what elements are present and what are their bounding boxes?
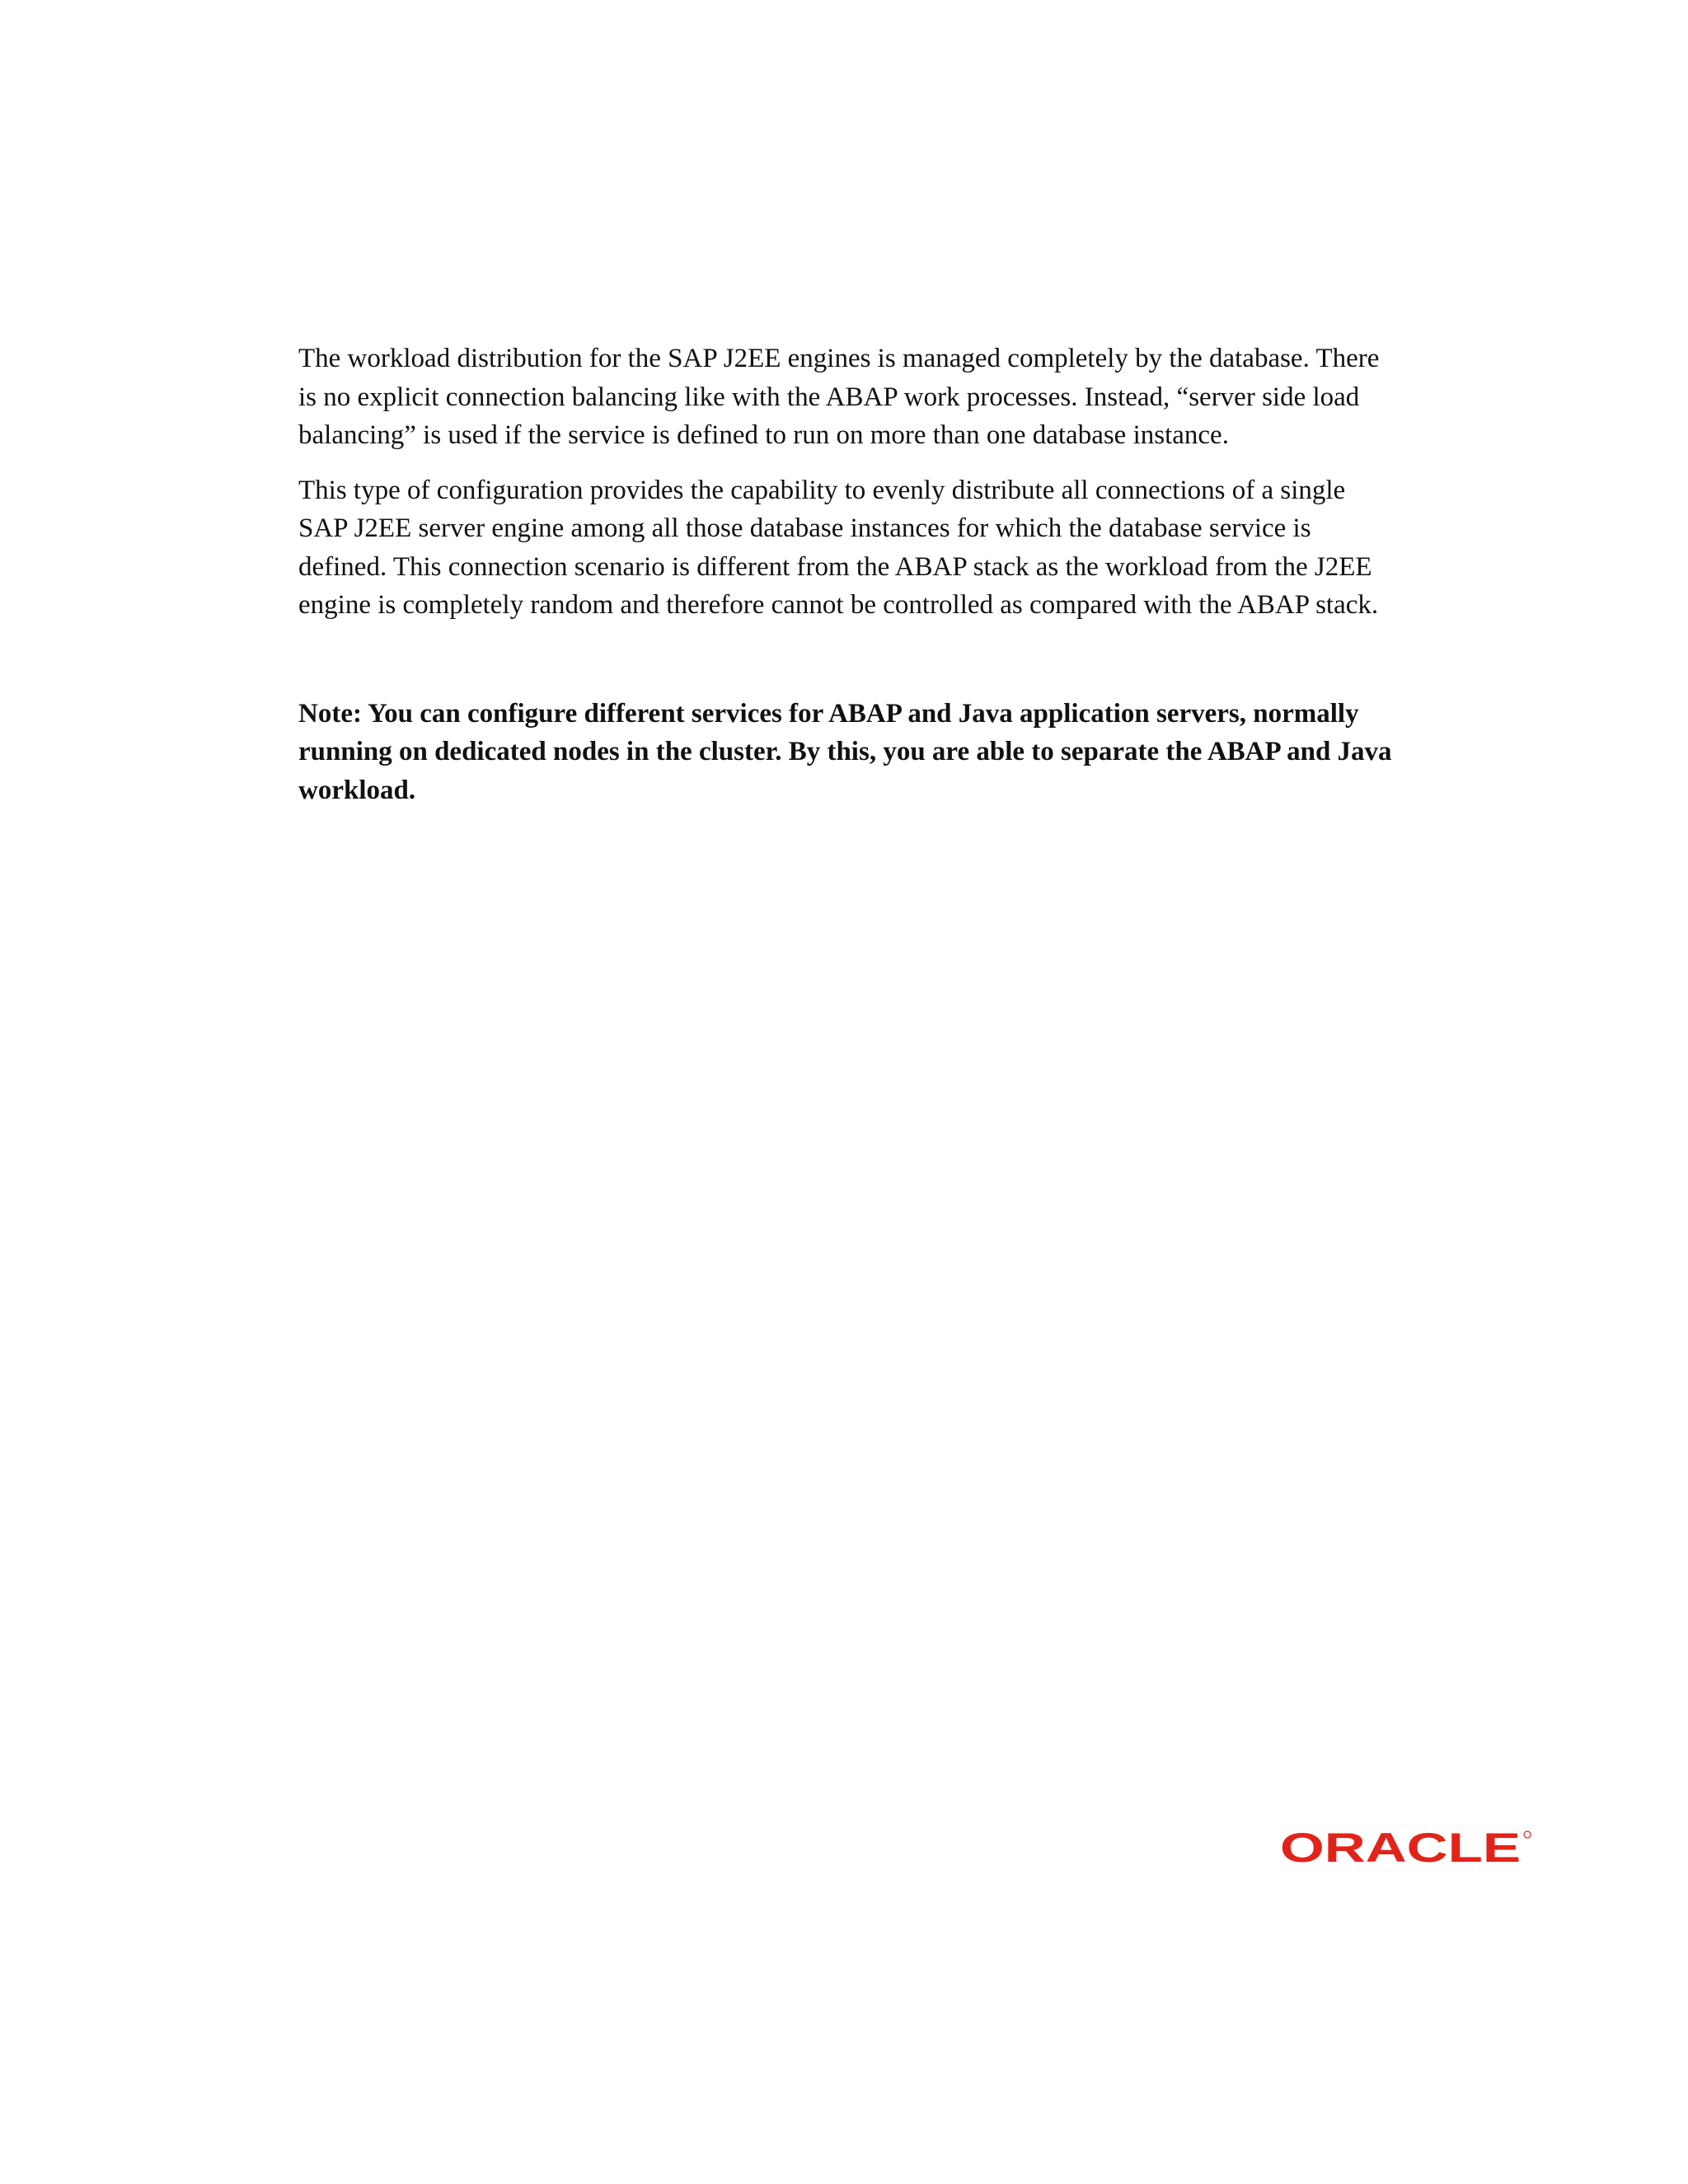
oracle-logo-text: ORACLE [1280,1828,1521,1866]
registered-mark-icon [1524,1831,1531,1838]
note-paragraph: Note: You can configure different services for ABAP and Java application servers, normally running on dedicated nodes in the cluster. By this, you are able to separate the ABAP and Java workload. [298,698,1392,805]
oracle-logo [1280,1828,1532,1866]
paragraph-workload-distribution: The workload distribution for the SAP J2EE engines is managed completely by the database. There is no explicit connection balancing like with the ABAP work processes. Instead, “server side load balancing” is used if the service is defined to run on more than one database instance. [298,344,1380,450]
body-text [298,340,1395,809]
paragraph-configuration: This type of configuration provides the capability to evenly distribute all connections of a single SAP J2EE server engine among all those database instances for which the database service is defined. This connection scenario is different from the ABAP stack as the workload from the J2EE engine is completely random and therefore cannot be controlled as compared with the ABAP stack. [298,475,1379,620]
